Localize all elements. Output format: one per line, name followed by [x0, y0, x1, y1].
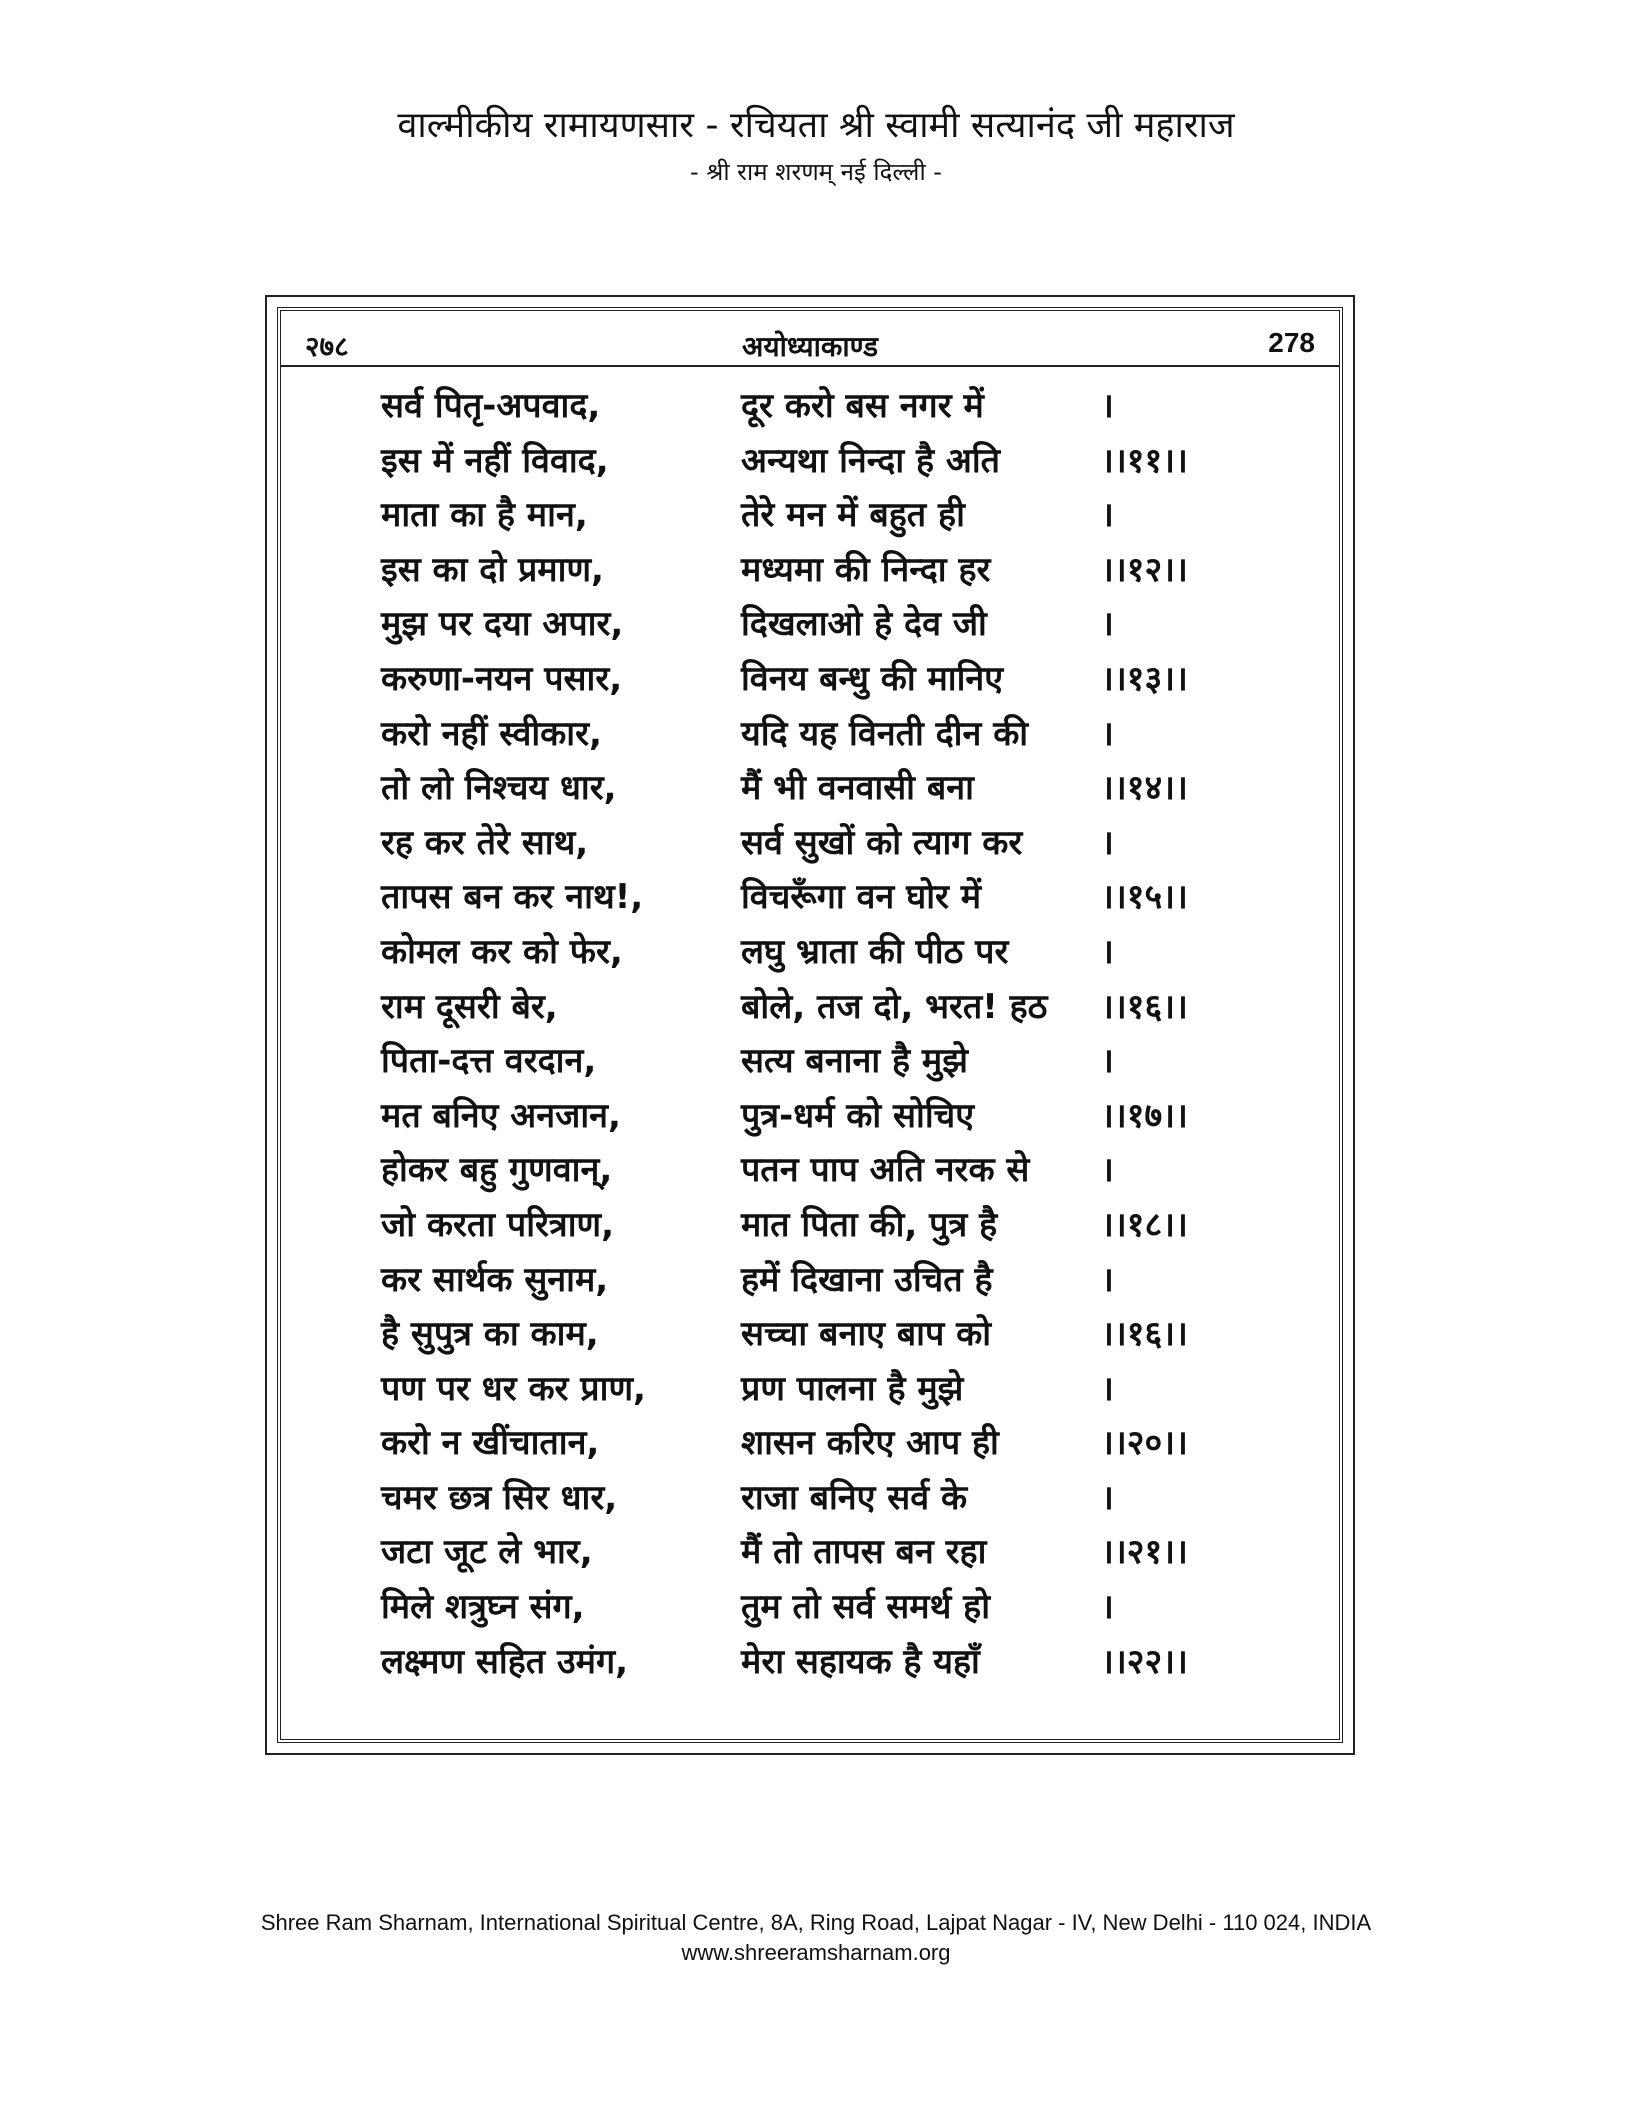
document-subtitle: - श्री राम शरणम् नई दिल्ली - — [690, 158, 942, 186]
verse-second-half: विनय बन्धु की मानिए — [741, 658, 1004, 699]
verse-first-half: इस का दो प्रमाण, — [381, 549, 604, 590]
verse-second-half: दूर करो बस नगर में — [741, 386, 984, 426]
page-number: 278 — [1268, 327, 1315, 358]
verse-second-half: मात पिता की, पुत्र है — [741, 1204, 998, 1245]
verse-first-half: चमर छत्र सिर धार, — [381, 1477, 618, 1518]
verse-line — [381, 927, 1281, 982]
verse-end-mark: । — [1101, 495, 1114, 536]
verse-line — [381, 982, 1281, 1037]
verse-first-half: है सुपुत्र का काम, — [381, 1314, 599, 1355]
verse-second-half: मैं तो तापस बन रहा — [741, 1532, 987, 1573]
verse-line — [381, 709, 1281, 764]
verse-second-half: पतन पाप अति नरक से — [741, 1150, 1030, 1191]
verse-end-mark: । — [1101, 604, 1114, 645]
verse-line — [381, 818, 1281, 873]
document-footer — [0, 1908, 1632, 1968]
verse-end-mark: ।।२१।। — [1101, 1532, 1188, 1573]
verse-line — [381, 1527, 1281, 1582]
verse-second-half: सत्य बनाना है मुझे — [741, 1041, 968, 1082]
heading-divider — [281, 365, 1339, 367]
verse-end-mark: ।।१४।। — [1101, 768, 1188, 809]
verse-end-mark: । — [1101, 1259, 1114, 1300]
verse-line — [381, 1091, 1281, 1146]
verse-line — [381, 1145, 1281, 1200]
footer-website: www.shreeramsharnam.org — [681, 1940, 951, 1965]
verse-line — [381, 1637, 1281, 1692]
verse-line — [381, 1309, 1281, 1364]
verse-line — [381, 1418, 1281, 1473]
verse-first-half: तापस बन कर नाथ!, — [381, 877, 644, 918]
verse-second-half: तुम तो सर्व समर्थ हो — [741, 1587, 991, 1628]
verse-first-half: करुणा-नयन पसार, — [381, 658, 623, 699]
verse-first-half: जो करता परित्राण, — [381, 1204, 615, 1245]
verse-first-half: राम दूसरी बेर, — [381, 986, 558, 1027]
verse-second-half: दिखलाओ हे देव जी — [741, 604, 987, 645]
verse-second-half: अन्यथा निन्दा है अति — [741, 440, 1001, 481]
verse-second-half: यदि यह विनती दीन की — [741, 713, 1029, 754]
verse-first-half: इस में नहीं विवाद, — [381, 440, 609, 481]
verse-line — [381, 545, 1281, 600]
verse-line — [381, 654, 1281, 709]
verse-end-mark: । — [1101, 1587, 1114, 1628]
verse-end-mark: । — [1101, 386, 1114, 426]
verse-end-mark: । — [1101, 1150, 1114, 1191]
verse-first-half: मत बनिए अनजान, — [381, 1095, 621, 1136]
verse-line — [381, 436, 1281, 491]
verse-second-half: तेरे मन में बहुत ही — [741, 495, 965, 536]
verse-first-half: कर सार्थक सुनाम, — [381, 1259, 609, 1300]
verse-end-mark: । — [1101, 1041, 1114, 1082]
document-title: वाल्मीकीय रामायणसार - रचियता श्री स्वामी सत्यानंद जी महाराज — [397, 105, 1235, 146]
verse-list — [381, 381, 1281, 1691]
verse-first-half: मुझ पर दया अपार, — [381, 604, 624, 645]
verse-second-half: मध्यमा की निन्दा हर — [741, 549, 991, 590]
verse-first-half: पण पर धर कर प्राण, — [381, 1368, 646, 1409]
verse-second-half: पुत्र-धर्म को सोचिए — [741, 1095, 975, 1136]
verse-line — [381, 1473, 1281, 1528]
verse-end-mark: । — [1101, 822, 1114, 863]
verse-line — [381, 763, 1281, 818]
verse-second-half: शासन करिए आप ही — [741, 1423, 999, 1464]
verse-end-mark: ।।२२।। — [1101, 1641, 1188, 1682]
page-frame-inner — [277, 307, 1343, 1743]
verse-first-half: करो नहीं स्वीकार, — [381, 713, 602, 754]
page-heading — [281, 325, 1339, 365]
verse-second-half: बोले, तज दो, भरत! हठ — [741, 986, 1048, 1027]
verse-first-half: होकर बहु गुणवान्, — [381, 1150, 613, 1191]
verse-second-half: सर्व सुखों को त्याग कर — [741, 822, 1023, 863]
verse-second-half: लघु भ्राता की पीठ पर — [741, 931, 1009, 972]
verse-first-half: सर्व पितृ-अपवाद, — [381, 386, 601, 426]
verse-end-mark: ।।१३।। — [1101, 658, 1188, 699]
footer-address: Shree Ram Sharnam, International Spiritual Centre, 8A, Ring Road, Lajpat Nagar - IV, New Delhi - 110 024, INDIA — [260, 1910, 1372, 1935]
verse-second-half: प्रण पालना है मुझे — [741, 1368, 964, 1409]
verse-end-mark: ।।१२।। — [1101, 549, 1188, 590]
verse-first-half: माता का है मान, — [381, 495, 588, 536]
verse-end-mark: ।।१७।। — [1101, 1095, 1188, 1136]
verse-line — [381, 599, 1281, 654]
verse-first-half: करो न खींचातान, — [381, 1423, 600, 1464]
page-frame — [265, 295, 1355, 1755]
verse-line — [381, 1200, 1281, 1255]
page-number-devanagari: २७८ — [305, 330, 349, 363]
verse-line — [381, 872, 1281, 927]
verse-second-half: मैं भी वनवासी बना — [741, 768, 974, 809]
document-header — [0, 100, 1632, 192]
verse-line — [381, 1364, 1281, 1419]
verse-second-half: मेरा सहायक है यहाँ — [741, 1641, 980, 1682]
section-title: अयोध्याकाण्ड — [742, 330, 878, 363]
verse-first-half: कोमल कर को फेर, — [381, 931, 623, 972]
verse-end-mark: ।।२०।। — [1101, 1423, 1188, 1464]
verse-end-mark: ।।१५।। — [1101, 877, 1188, 918]
verse-end-mark: । — [1101, 713, 1114, 754]
verse-first-half: रह कर तेरे साथ, — [381, 822, 589, 863]
verse-line — [381, 1255, 1281, 1310]
verse-line — [381, 381, 1281, 436]
verse-second-half: सच्चा बनाए बाप को — [741, 1314, 992, 1355]
verse-second-half: राजा बनिए सर्व के — [741, 1477, 968, 1518]
verse-end-mark: । — [1101, 1477, 1114, 1518]
verse-end-mark: ।।१६।। — [1101, 1314, 1188, 1355]
verse-line — [381, 1036, 1281, 1091]
verse-end-mark: । — [1101, 931, 1114, 972]
verse-first-half: तो लो निश्चय धार, — [381, 768, 617, 809]
verse-second-half: विचरूँगा वन घोर में — [741, 877, 982, 918]
verse-second-half: हमें दिखाना उचित है — [741, 1259, 993, 1300]
verse-end-mark: ।।१६।। — [1101, 986, 1188, 1027]
verse-first-half: लक्ष्मण सहित उमंग, — [381, 1641, 629, 1682]
verse-line — [381, 1582, 1281, 1637]
verse-end-mark: ।।१८।। — [1101, 1204, 1188, 1245]
verse-end-mark: । — [1101, 1368, 1114, 1409]
verse-first-half: जटा जूट ले भार, — [381, 1532, 593, 1573]
verse-first-half: मिले शत्रुघ्न संग, — [381, 1587, 585, 1628]
verse-first-half: पिता-दत्त वरदान, — [381, 1041, 597, 1082]
verse-end-mark: ।।११।। — [1101, 440, 1188, 481]
verse-line — [381, 490, 1281, 545]
